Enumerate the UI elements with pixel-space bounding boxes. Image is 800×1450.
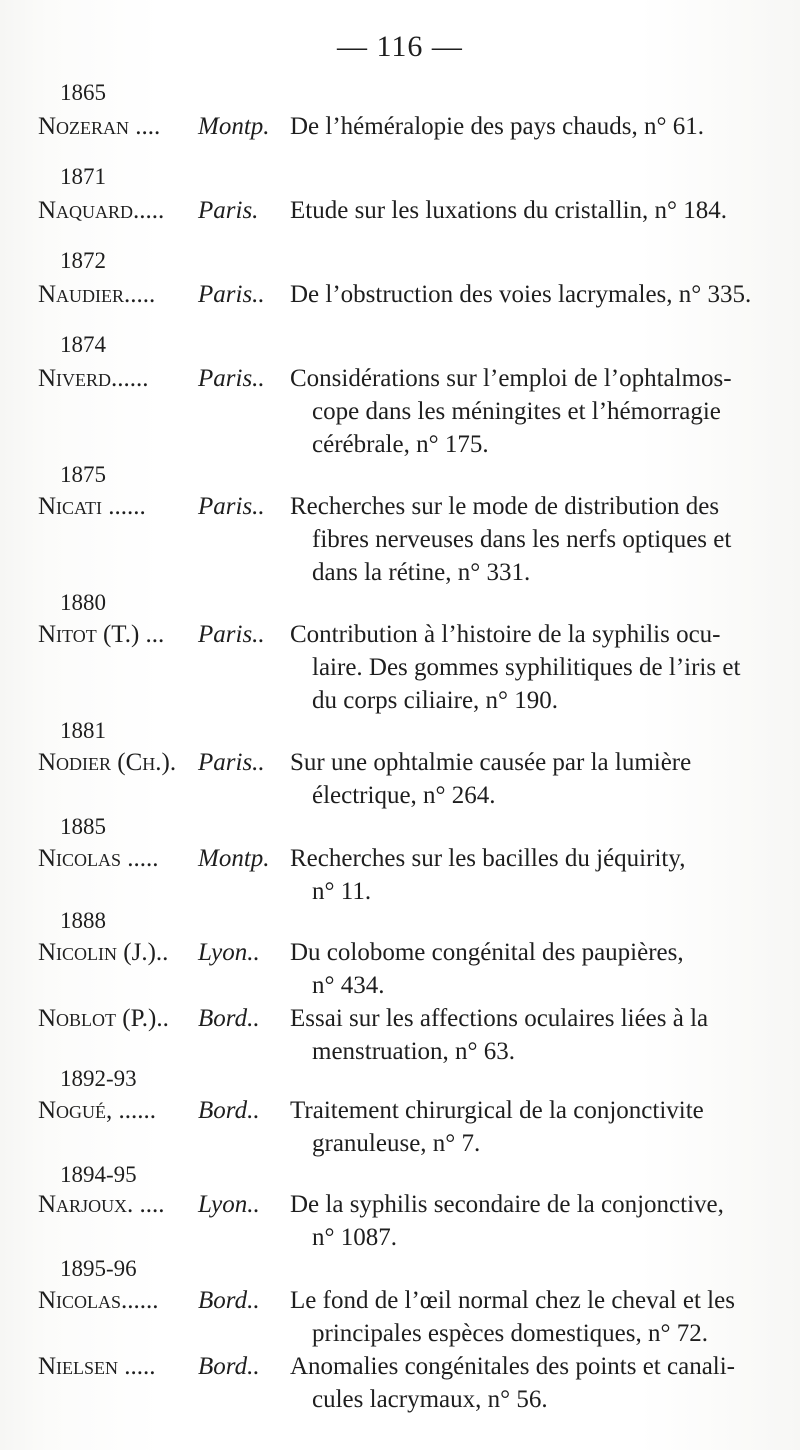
entry-title-line: Considérations sur l’emploi de l’ophtalmos-	[290, 365, 732, 392]
entry-title	[290, 1002, 766, 1068]
entry-title-line: n° 434.	[312, 972, 385, 999]
entry-year: 1881	[60, 718, 106, 743]
entry-year: 1894-95	[60, 1162, 137, 1187]
entry-author: Noblot (P.)..	[38, 1005, 169, 1032]
entry-city: Bord..	[198, 1287, 260, 1314]
entry-city: Paris..	[198, 749, 265, 776]
entry-title	[290, 194, 766, 227]
entry-title-line: cope dans les méningites et l’hémorragie	[312, 398, 721, 425]
entry-title-line: Traitement chirurgical de la conjonctivite	[290, 1097, 704, 1124]
entry-author: Nicolin (J.)..	[38, 939, 169, 966]
entry-title-line: De l’obstruction des voies lacrymales, n° 335.	[290, 281, 752, 308]
entry-year: 1871	[60, 164, 106, 189]
entry-title-line: du corps ciliaire, n° 190.	[312, 687, 559, 714]
entry-city: Paris..	[198, 621, 265, 648]
entry-title	[290, 618, 766, 717]
entry-city: Bord..	[198, 1353, 260, 1380]
entry-city: Paris..	[198, 365, 265, 392]
entry-author: Nitot (T.) ...	[38, 621, 165, 648]
entry-title	[290, 362, 766, 461]
entry-city: Paris.	[198, 197, 259, 224]
page-number: — 116 —	[337, 30, 463, 63]
entry-year: 1875	[60, 462, 106, 487]
entry-year: 1872	[60, 248, 106, 273]
entry-city: Lyon..	[198, 1191, 260, 1218]
entry-city: Paris..	[198, 493, 265, 520]
entry-title	[290, 936, 766, 1002]
entry-title	[290, 110, 766, 143]
entry-author: Naquard.....	[38, 197, 165, 224]
entry-year: 1888	[60, 908, 106, 933]
entry-author: Nozeran ....	[38, 113, 161, 140]
entry-author: Narjoux. ....	[38, 1191, 165, 1218]
entry-title-line: n° 1087.	[312, 1224, 397, 1251]
entry-title-line: Anomalies congénitales des points et canali-	[290, 1353, 736, 1380]
entry-title-line: dans la rétine, n° 331.	[312, 559, 531, 586]
entry-title	[290, 1188, 766, 1254]
entry-title-line: granuleuse, n° 7.	[312, 1130, 481, 1157]
entry-city: Montp.	[198, 113, 270, 140]
entry-title	[290, 490, 766, 589]
entry-title-line: menstruation, n° 63.	[312, 1038, 516, 1065]
entry-author: Naudier.....	[38, 281, 156, 308]
entry-year: 1880	[60, 590, 106, 615]
entry-city: Lyon..	[198, 939, 260, 966]
entry-title-line: Essai sur les affections oculaires liées à la	[290, 1005, 709, 1032]
entry-title-line: Recherches sur le mode de distribution des	[290, 493, 720, 520]
entry-title-line: fibres nerveuses dans les nerfs optiques et	[312, 526, 732, 553]
entry-title-line: Recherches sur les bacilles du jéquirity,	[290, 845, 686, 872]
entry-author: Nodier (Ch.).	[38, 749, 177, 776]
entry-title	[290, 1094, 766, 1160]
entry-title-line: Sur une ophtalmie causée par la lumière	[290, 749, 692, 776]
entry-title	[290, 278, 766, 311]
entry-city: Montp.	[198, 845, 270, 872]
entry-title-line: Contribution à l’histoire de la syphilis ocu-	[290, 621, 721, 648]
entry-city: Paris..	[198, 281, 265, 308]
entry-title-line: Le fond de l’œil normal chez le cheval et les	[290, 1287, 735, 1314]
entry-title-line: De la syphilis secondaire de la conjonctive,	[290, 1191, 724, 1218]
entry-title-line: Etude sur les luxations du cristallin, n° 184.	[290, 197, 728, 224]
entry-title-line: électrique, n° 264.	[312, 782, 496, 809]
entry-title-line: laire. Des gommes syphilitiques de l’iris et	[312, 654, 741, 681]
entry-title	[290, 746, 766, 812]
entry-title	[290, 842, 766, 908]
entry-year: 1892-93	[60, 1066, 137, 1091]
entry-year: 1895-96	[60, 1256, 137, 1281]
entry-year: 1885	[60, 814, 106, 839]
entry-author: Nogué, ......	[38, 1097, 157, 1124]
entry-year: 1865	[60, 80, 106, 105]
entry-title-line: n° 11.	[312, 878, 372, 905]
entry-author: Nicolas......	[38, 1287, 159, 1314]
entry-year: 1874	[60, 332, 106, 357]
entry-title-line: De l’héméralopie des pays chauds, n° 61.	[290, 113, 705, 140]
entry-city: Bord..	[198, 1005, 260, 1032]
entry-author: Nicolas .....	[38, 845, 159, 872]
entry-title-line: cules lacrymaux, n° 56.	[312, 1386, 548, 1413]
entry-author: Niverd......	[38, 365, 149, 392]
entry-title	[290, 1284, 766, 1350]
entry-title-line: cérébrale, n° 175.	[312, 431, 489, 458]
entry-title-line: Du colobome congénital des paupières,	[290, 939, 684, 966]
entry-title-line: principales espèces domestiques, n° 72.	[312, 1320, 709, 1347]
entry-author: Nielsen .....	[38, 1353, 156, 1380]
entry-author: Nicati ......	[38, 493, 146, 520]
entry-title	[290, 1350, 766, 1416]
entry-city: Bord..	[198, 1097, 260, 1124]
